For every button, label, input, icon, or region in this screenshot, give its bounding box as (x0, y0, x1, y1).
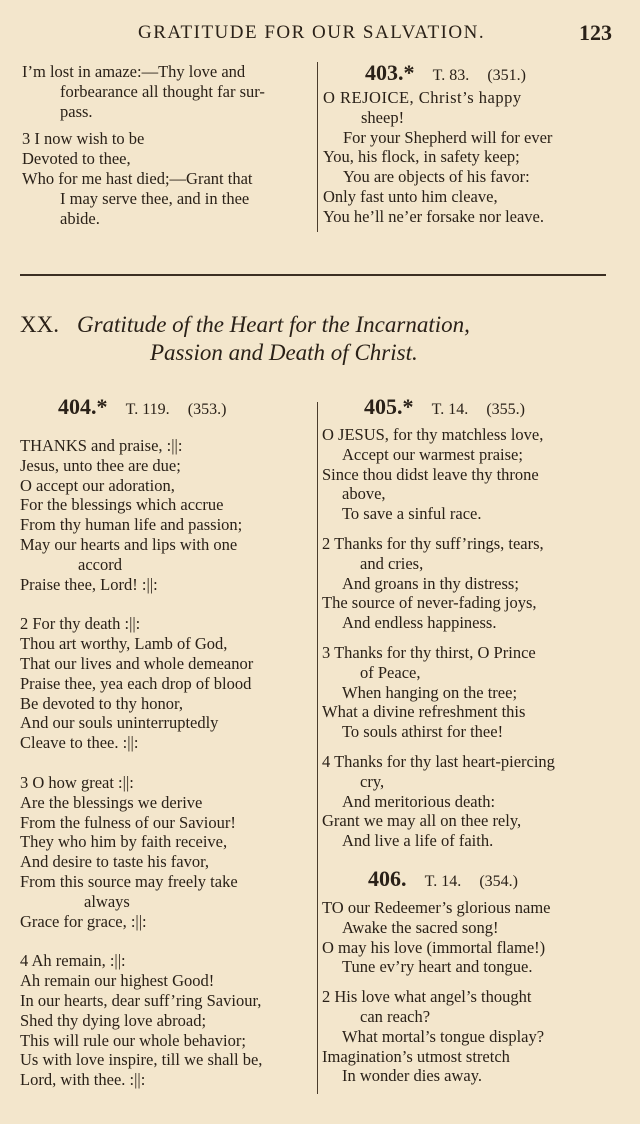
verse-line: May our hearts and lips with one (20, 534, 238, 554)
verse-line: above, (342, 484, 386, 504)
verse-line: Grace for grace, :||: (20, 911, 147, 931)
verse-line: 4 Thanks for thy last heart-piercing (322, 751, 555, 771)
hymn-heading (322, 392, 622, 422)
hymn-reference: (353.) (187, 401, 227, 418)
verse-line: 2 For thy death :||: (20, 614, 141, 634)
verse-line: forbearance all thought far sur- (60, 81, 265, 101)
verse-line: This will rule our whole behavior; (20, 1030, 246, 1050)
verse-line: The source of never-fading joys, (322, 593, 537, 613)
verse-line: can reach? (360, 1006, 431, 1026)
verse-line: That our lives and whole demeanor (20, 653, 254, 673)
verse-line: always (84, 891, 130, 911)
verse-line: And groans in thy distress; (342, 573, 519, 593)
verse-line: For the blessings which accrue (20, 495, 224, 515)
section-divider (20, 274, 606, 276)
verse-line: And desire to taste his favor, (20, 852, 210, 872)
verse-line: Be devoted to thy honor, (20, 693, 183, 713)
hymn-heading (323, 58, 623, 88)
hymn-number: 403.* (365, 60, 415, 85)
hymn-tune: T. 14. (424, 873, 462, 890)
verse-line: 4 Ah remain, :||: (20, 951, 126, 971)
verse-line: Awake the sacred song! (342, 917, 499, 937)
page-number: 123 (579, 20, 612, 45)
hymn-tune: T. 119. (125, 401, 170, 418)
verse-line: For your Shepherd will for ever (343, 127, 553, 147)
hymn-reference: (355.) (486, 401, 525, 418)
verse-line: Lord, with thee. :||: (20, 1070, 146, 1090)
verse-line: You are objects of his favor: (343, 167, 530, 187)
verse-line: sheep! (361, 107, 405, 127)
verse-line: Thou art worthy, Lamb of God, (20, 634, 228, 654)
hymn-tune: T. 83. (432, 67, 470, 84)
verse-line: Who for me hast died;—Grant that (22, 168, 253, 188)
verse-line: What a divine refreshment this (322, 702, 526, 722)
verse-line: 3 Thanks for thy thirst, O Prince (322, 642, 536, 662)
section-title-line-2: Passion and Death of Christ. (150, 340, 418, 365)
hymn-404 (20, 392, 316, 1090)
verse-line: What mortal’s tongue display? (342, 1026, 545, 1046)
hymn-403 (323, 58, 623, 227)
verse-line: TO our Redeemer’s glorious name (322, 898, 551, 917)
verse-line: pass. (60, 101, 93, 121)
verse-line: 3 O how great :||: (20, 772, 134, 792)
verse-line: Jesus, unto thee are due; (20, 455, 181, 475)
hymn-reference: (354.) (479, 873, 518, 890)
verse-line: Cleave to thee. :||: (20, 733, 139, 753)
verse-line: Imagination’s utmost stretch (322, 1046, 510, 1066)
verse-line: O accept our adoration, (20, 475, 175, 495)
verse-line: Accept our warmest praise; (342, 444, 523, 464)
verse-line: Only fast unto him cleave, (323, 186, 498, 206)
verse-line: And endless happiness. (342, 613, 497, 633)
hymn-heading (20, 392, 316, 422)
verse-line: When hanging on the tree; (342, 682, 518, 702)
verse-line: Praise thee, yea each drop of blood (20, 673, 252, 693)
verse-line: 2 Thanks for thy suff’rings, tears, (322, 533, 544, 553)
verse-line: O REJOICE, Christ’s happy (323, 88, 522, 107)
verse-line: O JESUS, for thy matchless love, (322, 425, 544, 444)
verse-line: THANKS and praise, :||: (20, 436, 183, 455)
verse-line: Ah remain our highest Good! (20, 971, 215, 991)
hymn-tune: T. 14. (431, 401, 469, 418)
verse-line: From this source may freely take (20, 871, 238, 891)
verse-line: They who him by faith receive, (20, 832, 228, 852)
hymn-reference: (351.) (487, 67, 526, 84)
verse-line: Us with love inspire, till we shall be, (20, 1050, 263, 1070)
verse-line: cry, (360, 771, 385, 791)
verse-line: Devoted to thee, (22, 149, 131, 169)
section-title (20, 312, 620, 366)
verse-line: From the fulness of our Saviour! (20, 812, 236, 832)
section-number: XX. (20, 312, 59, 337)
verse-line: And live a life of faith. (342, 831, 494, 851)
previous-hymn-continuation (22, 62, 314, 228)
verse-line: You, his flock, in safety keep; (323, 147, 520, 167)
verse-line: 2 His love what angel’s thought (322, 987, 532, 1007)
hymn-number: 405.* (364, 394, 414, 419)
verse-line: To save a sinful race. (342, 504, 482, 524)
hymn-405 (322, 392, 622, 851)
verse-line: Grant we may all on thee rely, (322, 811, 522, 831)
verse-line: Since thou didst leave thy throne (322, 464, 539, 484)
verse-line: Shed thy dying love abroad; (20, 1010, 207, 1030)
running-head (0, 18, 640, 48)
verse-line: Praise thee, Lord! :||: (20, 574, 158, 594)
verse-line: of Peace, (360, 662, 421, 682)
verse-line: In our hearts, dear suff’ring Saviour, (20, 990, 262, 1010)
verse-line: From thy human life and passion; (20, 515, 243, 535)
verse-line: In wonder dies away. (342, 1066, 483, 1086)
verse-line: And meritorious death: (342, 791, 496, 811)
verse-line: Tune ev’ry heart and tongue. (342, 957, 533, 977)
verse-line: abide. (60, 208, 100, 228)
running-title: GRATITUDE FOR OUR SALVATION. (138, 22, 486, 43)
hymn-number: 406. (368, 866, 407, 891)
column-divider (317, 62, 318, 232)
hymn-heading (322, 864, 622, 894)
hymn-406 (322, 864, 622, 1086)
section-title-line-1: Gratitude of the Heart for the Incarnation, (76, 312, 470, 337)
verse-line: And our souls uninterruptedly (20, 713, 219, 733)
verse-line: I’m lost in amaze:—Thy love and (22, 62, 246, 81)
verse-line: and cries, (360, 553, 424, 573)
verse-line: accord (78, 554, 122, 574)
verse-line: 3 I now wish to be (22, 129, 145, 149)
verse-line: O may his love (immortal flame!) (322, 937, 546, 957)
verse-line: To souls athirst for thee! (342, 722, 504, 742)
verse-line: Are the blessings we derive (20, 792, 203, 812)
column-divider (317, 402, 318, 1094)
verse-line: You he’ll ne’er forsake nor leave. (323, 206, 544, 226)
verse-line: I may serve thee, and in thee (60, 188, 250, 208)
hymn-number: 404.* (58, 394, 108, 419)
